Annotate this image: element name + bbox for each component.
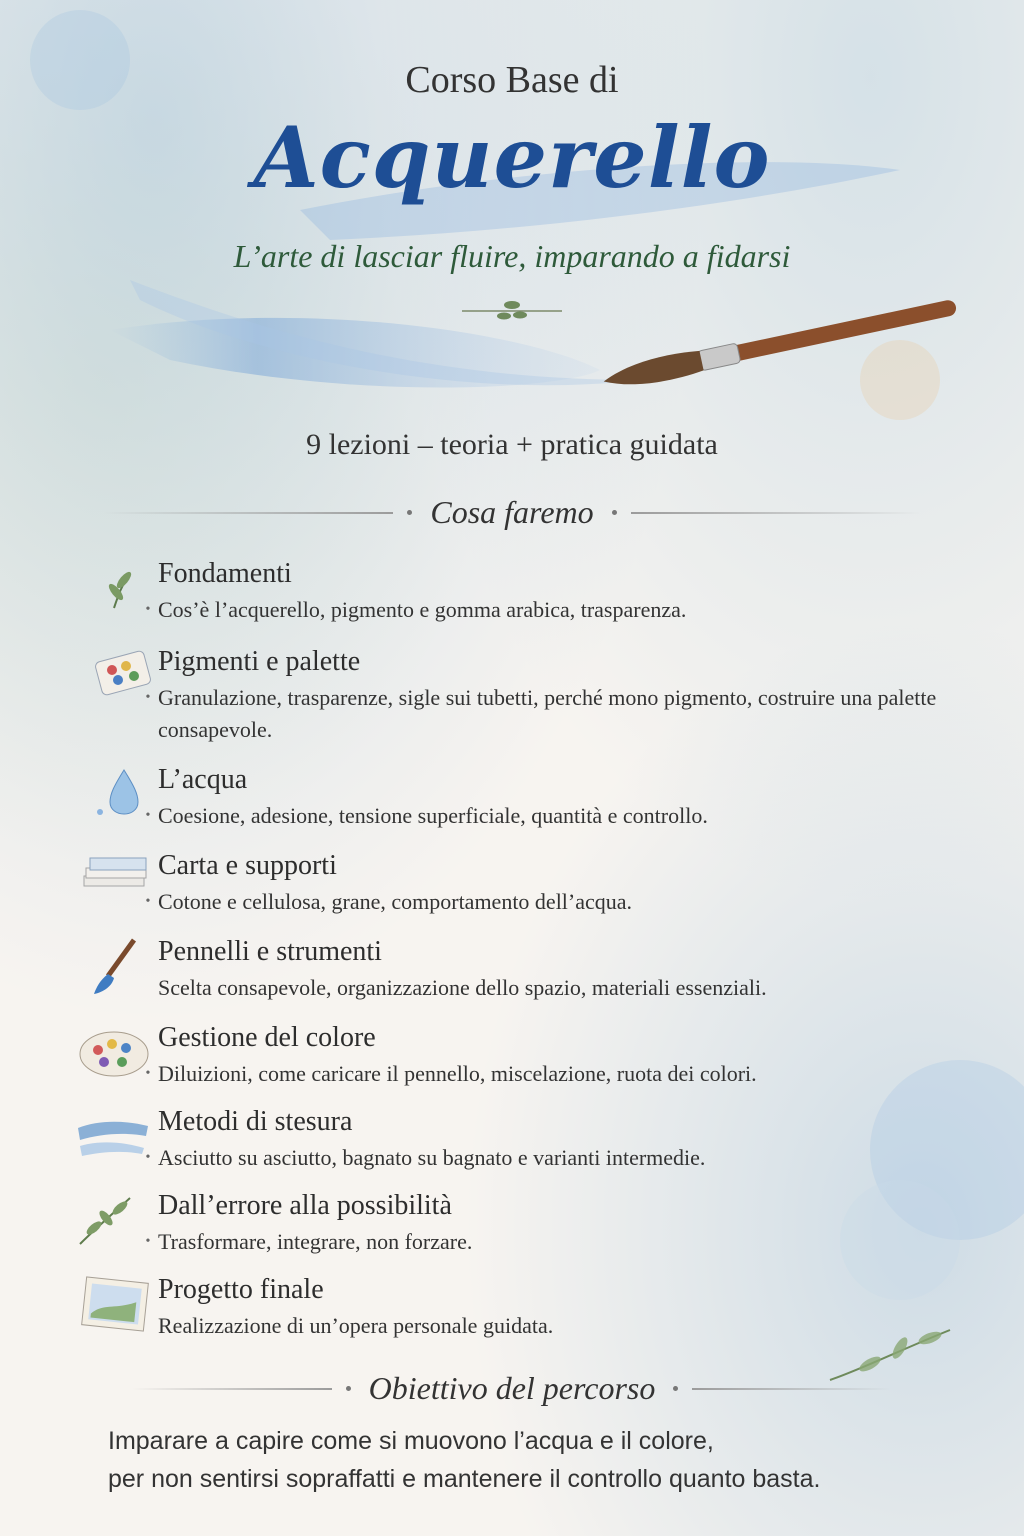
- lesson-title: Dall’errore alla possibilità: [158, 1190, 452, 1221]
- bullet-icon: [138, 1310, 158, 1342]
- divider-dot: [673, 1386, 678, 1391]
- goal-text: [108, 1422, 968, 1498]
- divider-line: [631, 512, 921, 514]
- divider-dot: [346, 1386, 351, 1391]
- lesson-description: [138, 886, 998, 918]
- bullet-icon: •: [145, 1234, 151, 1249]
- lesson-title: Gestione del colore: [158, 1022, 376, 1053]
- bullet-icon: •: [145, 602, 151, 617]
- bullet-icon: •: [145, 1150, 151, 1165]
- lesson-text: Granulazione, trasparenze, sigle sui tubetti, perché mono pigmento, costruire una palette consapevole.: [158, 685, 937, 742]
- section-title-activities: Cosa faremo: [430, 494, 594, 530]
- divider-line: [132, 1388, 332, 1390]
- lesson-text: Realizzazione di un’opera personale guidata.: [158, 1313, 554, 1338]
- paintbrush-illustration-icon: [590, 290, 970, 400]
- lesson-text: Coesione, adesione, tensione superficiale, quantità e controllo.: [158, 803, 708, 828]
- section-header-activities: [0, 494, 1024, 531]
- section-title-goal: Obiettivo del percorso: [368, 1370, 656, 1406]
- bullet-icon: •: [145, 894, 151, 909]
- divider-dot: [407, 510, 412, 515]
- bullet-icon: [138, 972, 158, 1004]
- lesson-text: Scelta consapevole, organizzazione dello spazio, materiali essenziali.: [158, 975, 767, 1000]
- lesson-description: [138, 1058, 998, 1090]
- divider-line: [692, 1388, 892, 1390]
- lesson-title: L’acqua: [158, 764, 248, 795]
- lesson-description: [138, 1142, 998, 1174]
- sprig-divider-icon: [462, 296, 562, 326]
- lesson-text: Diluizioni, come caricare il pennello, miscelazione, ruota dei colori.: [158, 1061, 757, 1086]
- goal-line-2: per non sentirsi sopraffatti e mantenere il controllo quanto basta.: [108, 1465, 821, 1493]
- divider-dot: [612, 510, 617, 515]
- lesson-title: Carta e supporti: [158, 850, 337, 881]
- lesson-text: Trasformare, integrare, non forzare.: [158, 1229, 473, 1254]
- bullet-icon: •: [145, 1066, 151, 1081]
- divider-line: [103, 512, 393, 514]
- lesson-title: Metodi di stesura: [158, 1106, 353, 1137]
- lesson-description: [138, 682, 998, 746]
- course-title: Acquerello: [253, 108, 771, 207]
- lesson-text: Asciutto su asciutto, bagnato su bagnato e varianti intermedie.: [158, 1145, 706, 1170]
- lesson-text: Cos’è l’acquerello, pigmento e gomma arabica, trasparenza.: [158, 597, 687, 622]
- lesson-text: Cotone e cellulosa, grane, comportamento dell’acqua.: [158, 889, 633, 914]
- lesson-title: Pennelli e strumenti: [158, 936, 382, 967]
- lessons-summary: 9 lezioni – teoria + pratica guidata: [306, 428, 718, 461]
- lesson-title: Progetto finale: [158, 1274, 324, 1305]
- lesson-title: Fondamenti: [158, 558, 292, 589]
- lesson-description: [138, 594, 998, 626]
- bullet-icon: •: [145, 808, 151, 823]
- lesson-description: [138, 1226, 998, 1258]
- goal-line-1: Imparare a capire come si muovono l’acqua e il colore,: [108, 1427, 714, 1455]
- lesson-description: [138, 972, 998, 1004]
- course-kicker: Corso Base di: [405, 59, 619, 101]
- course-tagline: L’arte di lasciar fluire, imparando a fidarsi: [233, 238, 791, 274]
- section-header-goal: [0, 1370, 1024, 1407]
- bullet-icon: •: [145, 690, 151, 705]
- lesson-title: Pigmenti e palette: [158, 646, 361, 677]
- lesson-description: [138, 800, 998, 832]
